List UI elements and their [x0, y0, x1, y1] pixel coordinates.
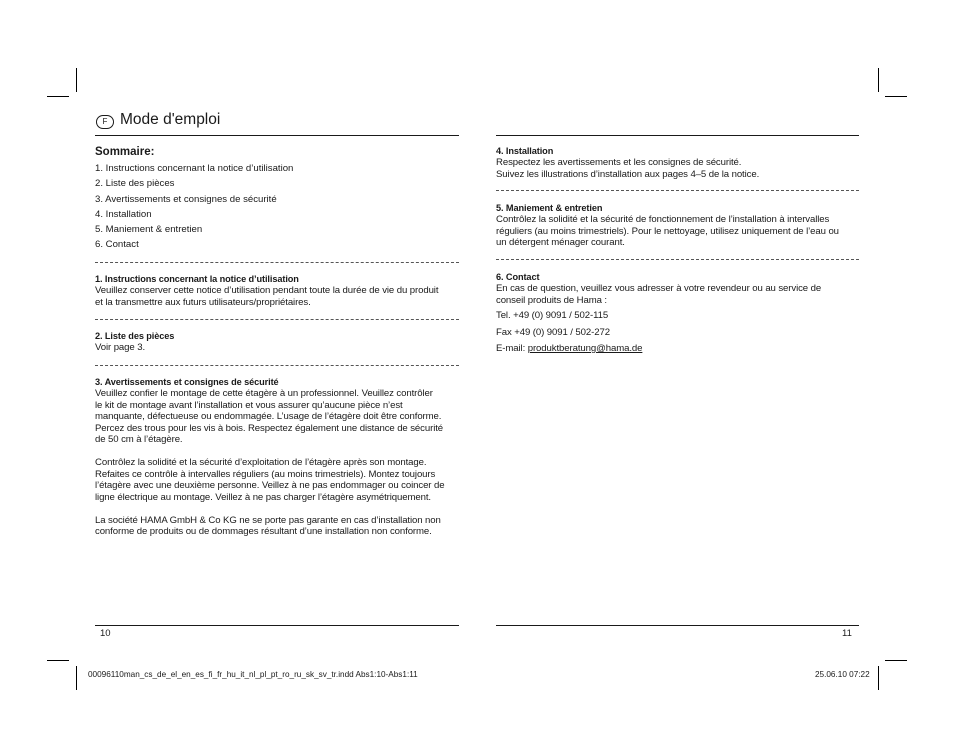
- header-rule-right: [496, 135, 859, 136]
- section-line: Voir page 3.: [95, 342, 146, 353]
- section-line: ligne électrique au montage. Veillez à ne pas charger l’étagère asymétriquement.: [95, 491, 431, 503]
- page-number-left: 10: [100, 628, 111, 639]
- section-line: réguliers (au moins trimestriels). Pour le nettoyage, utilisez uniquement de l’eau ou: [496, 225, 839, 237]
- section-maintenance: [496, 203, 866, 249]
- section-divider: [496, 190, 859, 191]
- footer-rule-left: [95, 625, 459, 626]
- section-divider: [95, 319, 459, 320]
- section-line: conseil produits de Hama :: [496, 294, 607, 306]
- section-heading: 1. Instructions concernant la notice d’utilisation: [95, 274, 299, 284]
- footer-rule-right: [496, 625, 859, 626]
- section-parts-list: [95, 331, 465, 354]
- toc-item: 3. Avertissements et consignes de sécurité: [95, 194, 277, 205]
- language-badge: F: [96, 115, 114, 129]
- section-instructions: [95, 274, 465, 308]
- slug-date: 25.06.10 07:22: [815, 670, 870, 679]
- section-line: Respectez les avertissements et les consignes de sécurité.: [496, 157, 742, 168]
- email-label: E-mail:: [496, 343, 528, 354]
- section-line: Contrôlez la solidité et la sécurité de fonctionnement de l’installation à intervalles: [496, 214, 830, 225]
- crop-mark: [76, 666, 77, 690]
- section-line: Refaites ce contrôle à intervalles réguliers (au moins trimestriels). Montez toujours: [95, 468, 436, 480]
- crop-mark: [878, 68, 879, 92]
- section-line: Suivez les illustrations d’installation aux pages 4–5 de la notice.: [496, 168, 760, 180]
- section-line: le kit de montage avant l’installation et vous assurer qu’aucune pièce n’est: [95, 399, 403, 411]
- section-line: et la transmettre aux futurs utilisateurs/propriétaires.: [95, 296, 311, 308]
- toc-heading: Sommaire:: [95, 146, 155, 158]
- email-link[interactable]: produktberatung@hama.de: [527, 343, 643, 354]
- section-heading: 2. Liste des pièces: [95, 331, 175, 341]
- toc-item: 4. Installation: [95, 209, 152, 220]
- section-divider: [95, 365, 459, 366]
- header-rule-left: [95, 135, 459, 136]
- contact-phone: Tel. +49 (0) 9091 / 502-115: [496, 310, 609, 321]
- section-heading: 5. Maniement & entretien: [496, 203, 603, 213]
- crop-mark: [885, 96, 907, 97]
- crop-mark: [47, 96, 69, 97]
- section-installation: [496, 146, 866, 180]
- section-line: Contrôlez la solidité et la sécurité d’exploitation de l’étagère après son montage.: [95, 457, 427, 468]
- toc-item: 2. Liste des pièces: [95, 178, 175, 189]
- section-heading: 4. Installation: [496, 146, 554, 156]
- section-line: En cas de question, veuillez vous adresser à votre revendeur ou au service de: [496, 283, 822, 294]
- slug-filename: 00096110man_cs_de_el_en_es_fi_fr_hu_it_nl_pl_pt_ro_ru_sk_sv_tr.indd Abs1:10-Abs1:11: [88, 670, 418, 679]
- section-safety: [95, 377, 465, 538]
- section-line: conforme de produits ou de dommages résultant d’une installation non conforme.: [95, 526, 432, 537]
- section-line: de 50 cm à l’étagère.: [95, 434, 183, 445]
- section-line: l’étagère avec une deuxième personne. Veillez à ne pas endommager ou coincer de: [95, 480, 445, 491]
- toc-item: 1. Instructions concernant la notice d’utilisation: [95, 163, 294, 174]
- section-line: un détergent ménager courant.: [496, 237, 625, 248]
- section-contact: [496, 272, 866, 355]
- section-line: Veuillez confier le montage de cette étagère à un professionnel. Veuillez contrôler: [95, 388, 433, 399]
- crop-mark: [878, 666, 879, 690]
- crop-mark: [76, 68, 77, 92]
- crop-mark: [47, 660, 69, 661]
- page-title: Mode d'emploi: [120, 111, 221, 128]
- contact-fax: Fax +49 (0) 9091 / 502-272: [496, 326, 610, 338]
- crop-mark: [885, 660, 907, 661]
- section-line: manquante, défectueuse ou endommagée. L’usage de l’étagère doit être conforme.: [95, 411, 442, 422]
- page-number-right: 11: [842, 628, 852, 639]
- section-line: La société HAMA GmbH & Co KG ne se porte pas garante en cas d’installation non: [95, 514, 441, 526]
- section-divider: [496, 259, 859, 260]
- section-divider: [95, 262, 459, 263]
- section-heading: 3. Avertissements et consignes de sécurité: [95, 377, 279, 387]
- toc-item: 5. Maniement & entretien: [95, 224, 203, 235]
- contact-email-row: [496, 343, 866, 355]
- section-line: Percez des trous pour les vis à bois. Respectez également une distance de sécurité: [95, 422, 444, 434]
- section-heading: 6. Contact: [496, 272, 540, 282]
- toc-item: 6. Contact: [95, 239, 139, 250]
- section-line: Veuillez conserver cette notice d’utilisation pendant toute la durée de vie du produit: [95, 285, 439, 296]
